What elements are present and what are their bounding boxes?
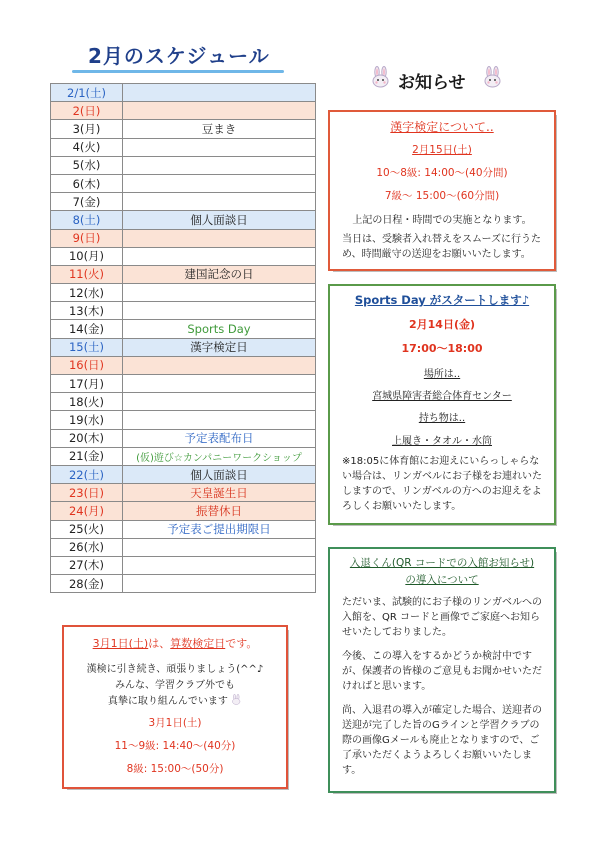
math-line-3: 真摯に取り組んんでいます xyxy=(64,692,286,707)
schedule-row xyxy=(51,247,316,265)
schedule-date: 16(日) xyxy=(51,356,123,374)
schedule-row xyxy=(51,520,316,538)
math-heading: 3月1日(土)は、算数検定日です。 xyxy=(92,637,258,650)
math-line-1: 漢検に引き続き、頑張りましょう(^^♪ xyxy=(86,664,264,675)
schedule-event: 建国記念の日 xyxy=(123,265,316,283)
schedule-row xyxy=(51,138,316,156)
schedule-event: 予定表配布日 xyxy=(123,429,316,447)
sports-place-label: 場所は.. xyxy=(423,369,461,380)
sports-heading: Sports Day がスタートします♪ xyxy=(354,293,530,307)
schedule-event: (仮)遊び☆カンパニーワークショップ xyxy=(123,447,316,465)
schedule-row xyxy=(51,320,316,338)
schedule-event xyxy=(123,138,316,156)
schedule-date: 14(金) xyxy=(51,320,123,338)
schedule-row xyxy=(51,193,316,211)
schedule-event xyxy=(123,356,316,374)
rabbit-icon-small xyxy=(231,694,242,705)
schedule-event xyxy=(123,229,316,247)
schedule-row xyxy=(51,156,316,174)
schedule-date: 26(水) xyxy=(51,538,123,556)
schedule-event xyxy=(123,393,316,411)
schedule-event: 個人面談日 xyxy=(123,465,316,483)
schedule-row xyxy=(51,211,316,229)
schedule-event xyxy=(123,247,316,265)
schedule-event: 天皇誕生日 xyxy=(123,484,316,502)
sports-note: ※18:05に体育館にお迎えにいらっしゃらない場合は、リンガベルにお子様をお連れいたしますので、リンガベルの方へのお迎えをよろしくお願いいたします。 xyxy=(342,456,542,512)
schedule-date: 8(土) xyxy=(51,211,123,229)
schedule-date: 20(木) xyxy=(51,429,123,447)
schedule-event: 豆まき xyxy=(123,120,316,138)
schedule-row xyxy=(51,465,316,483)
kanji-note: 当日は、受験者入れ替えをスムーズに行うため、時間厳守の送迎をお願いいたします。 xyxy=(342,234,541,260)
schedule-row xyxy=(51,556,316,574)
sports-items-label: 持ち物は.. xyxy=(418,413,466,424)
schedule-date: 7(金) xyxy=(51,193,123,211)
schedule-row xyxy=(51,411,316,429)
schedule-date: 10(月) xyxy=(51,247,123,265)
qr-heading-2: の導入について xyxy=(405,574,479,586)
schedule-row xyxy=(51,575,316,593)
math-date: 3月1日(土) xyxy=(148,717,202,729)
qr-paragraph-3: 尚、入退君の導入が確定した場合、送迎者の送迎が完了した旨のGラインと学習クラブの際の画像Gメールも廃止となりますので、ご了承いただくようよろしくお願いいたします。 xyxy=(342,705,542,776)
qr-paragraph-2: 今後、この導入をするかどうか検討中ですが、保護者の皆様のご意見もお聞かせいただければと思います。 xyxy=(342,651,542,692)
schedule-date: 2/1(土) xyxy=(51,84,123,102)
schedule-date: 18(火) xyxy=(51,393,123,411)
qr-heading-1: 入退くん(QR コードでの入館お知らせ) xyxy=(349,557,535,569)
schedule-date: 11(火) xyxy=(51,265,123,283)
schedule-date: 17(月) xyxy=(51,375,123,393)
schedule-date: 6(木) xyxy=(51,174,123,192)
schedule-event: 漢字検定日 xyxy=(123,338,316,356)
sports-items: 上履き・タオル・水筒 xyxy=(392,436,492,447)
schedule-row xyxy=(51,302,316,320)
math-time-1: 11～9級: 14:40～(40分) xyxy=(114,740,236,752)
schedule-event: Sports Day xyxy=(123,320,316,338)
schedule-date: 9(日) xyxy=(51,229,123,247)
schedule-date: 4(火) xyxy=(51,138,123,156)
schedule-row xyxy=(51,393,316,411)
notice-title: お知らせ xyxy=(398,73,466,93)
schedule-row xyxy=(51,174,316,192)
schedule-date: 5(水) xyxy=(51,156,123,174)
sports-time: 17:00～18:00 xyxy=(401,342,483,355)
schedule-row xyxy=(51,84,316,102)
schedule-event xyxy=(123,284,316,302)
schedule-event xyxy=(123,102,316,120)
sports-place: 宮城県障害者総合体育センター xyxy=(372,391,512,402)
qr-notice-box xyxy=(328,547,556,793)
schedule-event xyxy=(123,84,316,102)
schedule-date: 2(日) xyxy=(51,102,123,120)
schedule-row xyxy=(51,120,316,138)
schedule-row xyxy=(51,284,316,302)
schedule-date: 24(月) xyxy=(51,502,123,520)
schedule-row xyxy=(51,356,316,374)
schedule-row xyxy=(51,338,316,356)
qr-paragraph-1: ただいま、試験的にお子様のリンガベルへの入館を、QR コードと画像でご家庭へお知らせいたしておりました。 xyxy=(342,597,542,638)
schedule-date: 13(木) xyxy=(51,302,123,320)
schedule-row xyxy=(51,375,316,393)
schedule-row xyxy=(51,538,316,556)
schedule-date: 28(金) xyxy=(51,575,123,593)
schedule-date: 27(木) xyxy=(51,556,123,574)
schedule-date: 19(水) xyxy=(51,411,123,429)
kanji-time-1: 10～8級: 14:00～(40分間) xyxy=(376,167,508,179)
schedule-row xyxy=(51,447,316,465)
schedule-date: 25(火) xyxy=(51,520,123,538)
schedule-date: 22(土) xyxy=(51,465,123,483)
kanji-heading: 漢字検定について.. xyxy=(390,120,494,134)
math-line-2: みんな、学習クラブ外でも xyxy=(115,680,235,691)
schedule-event xyxy=(123,575,316,593)
sports-notice-box xyxy=(328,284,556,525)
math-time-2: 8級: 15:00～(50分) xyxy=(126,763,224,775)
schedule-event xyxy=(123,375,316,393)
schedule-date: 12(水) xyxy=(51,284,123,302)
sports-date: 2月14日(金) xyxy=(408,318,476,331)
schedule-table xyxy=(50,83,316,593)
schedule-date: 21(金) xyxy=(51,447,123,465)
schedule-event xyxy=(123,302,316,320)
schedule-event: 個人面談日 xyxy=(123,211,316,229)
schedule-event xyxy=(123,156,316,174)
math-notice-box xyxy=(62,625,288,789)
schedule-event xyxy=(123,193,316,211)
schedule-event: 予定表ご提出期限日 xyxy=(123,520,316,538)
schedule-row xyxy=(51,484,316,502)
schedule-date: 15(土) xyxy=(51,338,123,356)
schedule-row xyxy=(51,102,316,120)
title-underline xyxy=(72,70,284,73)
kanji-info: 上記の日程・時間での実施となります。 xyxy=(352,215,532,226)
schedule-event xyxy=(123,174,316,192)
rabbit-icon-left xyxy=(370,66,392,92)
schedule-date: 3(月) xyxy=(51,120,123,138)
schedule-row xyxy=(51,229,316,247)
schedule-event: 振替休日 xyxy=(123,502,316,520)
schedule-row xyxy=(51,429,316,447)
schedule-date: 23(日) xyxy=(51,484,123,502)
schedule-event xyxy=(123,538,316,556)
page-title: 2月のスケジュール xyxy=(88,44,270,68)
schedule-row xyxy=(51,502,316,520)
kanji-notice-box xyxy=(328,110,556,271)
rabbit-icon-right xyxy=(482,66,504,92)
kanji-time-2: 7級～ 15:00～(60分間) xyxy=(384,190,500,202)
schedule-event xyxy=(123,556,316,574)
schedule-event xyxy=(123,411,316,429)
kanji-date: 2月15日(土) xyxy=(412,144,472,156)
schedule-row xyxy=(51,265,316,283)
